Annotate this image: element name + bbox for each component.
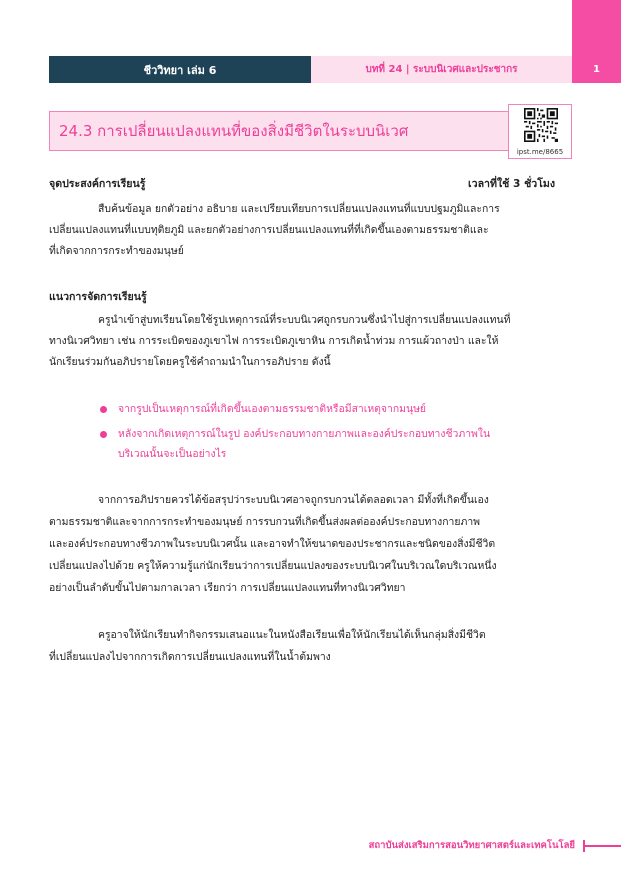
paragraph-line: ครูอาจให้นักเรียนทำกิจกรรมเสนอแนะในหนังสือเรียนเพื่อให้นักเรียนได้เห็นกลุ่มสิ่งมีชีวิต bbox=[98, 629, 486, 641]
footer-rule bbox=[583, 845, 621, 847]
chapter-title: บทที่ 24 | ระบบนิเวศและประชากร bbox=[311, 56, 572, 83]
question-item: จากรูปเป็นเหตุการณ์ที่เกิดขึ้นเองตามธรรมชาติหรือมีสาเหตุจากมนุษย์ bbox=[118, 403, 427, 415]
paragraph-line: อย่างเป็นลำดับขั้นไปตามกาลเวลา เรียกว่า การเปลี่ยนแปลงแทนที่ทางนิเวศวิทยา bbox=[49, 582, 406, 594]
objective-line: สืบค้นข้อมูล ยกตัวอย่าง อธิบาย และเปรียบเทียบการเปลี่ยนแปลงแทนที่แบบปฐมภูมิและการ bbox=[98, 203, 500, 215]
bullet-icon bbox=[100, 431, 107, 438]
objective-line: ที่เกิดจากการกระทำของมนุษย์ bbox=[49, 245, 184, 257]
objective-heading: จุดประสงค์การเรียนรู้ bbox=[49, 178, 146, 190]
paragraph-line: ที่เปลี่ยนแปลงไปจากการเกิดการเปลี่ยนแปลงแทนที่ในน้ำต้มพาง bbox=[49, 651, 331, 663]
paragraph-line: ตามธรรมชาติและจากการกระทำของมนุษย์ การรบกวนที่เกิดขึ้นส่งผลต่อองค์ประกอบทางกายภาพ bbox=[49, 516, 481, 528]
question-item-continued: บริเวณนั้นจะเป็นอย่างไร bbox=[118, 448, 227, 460]
objective-line: เปลี่ยนแปลงแทนที่แบบทุติยภูมิ และยกตัวอย่างการเปลี่ยนแปลงแทนที่ที่เกิดขึ้นเองตามธรรมชาติและ bbox=[49, 224, 489, 236]
section-title: 24.3 การเปลี่ยนแปลงแทนที่ของสิ่งมีชีวิตในระบบนิเวศ bbox=[59, 122, 409, 140]
section-title-box bbox=[49, 111, 511, 151]
paragraph-line: และองค์ประกอบทางชีวภาพในระบบนิเวศนั้น และอาจทำให้ขนาดของประชากรและชนิดของสิ่งมีชีวิต bbox=[49, 538, 496, 550]
time-required: เวลาที่ใช้ 3 ชั่วโมง bbox=[468, 178, 556, 190]
qr-url: ipst.me/8665 bbox=[516, 148, 564, 156]
approach-line: นักเรียนร่วมกันอภิปรายโดยครูใช้คำถามนำในการอภิปราย ดังนี้ bbox=[49, 356, 331, 368]
qr-code-icon bbox=[524, 108, 558, 142]
page-number: 1 bbox=[593, 64, 600, 75]
paragraph-line: จากการอภิปรายควรได้ข้อสรุปว่าระบบนิเวศอาจถูกรบกวนได้ตลอดเวลา มีทั้งที่เกิดขึ้นเอง bbox=[98, 494, 489, 506]
bullet-icon bbox=[100, 406, 107, 413]
paragraph-line: เปลี่ยนแปลงไปด้วย ครูให้ความรู้แก่นักเรียนว่าการเปลี่ยนแปลงของระบบนิเวศในบริเวณใดบริเวณหนึ่ง bbox=[49, 560, 497, 572]
footer-institute: สถาบันส่งเสริมการสอนวิทยาศาสตร์และเทคโนโลยี bbox=[368, 840, 575, 851]
question-item: หลังจากเกิดเหตุการณ์ในรูป องค์ประกอบทางกายภาพและองค์ประกอบทางชีวภาพใน bbox=[118, 428, 491, 440]
qr-code-box[interactable] bbox=[508, 104, 572, 159]
approach-heading: แนวการจัดการเรียนรู้ bbox=[49, 291, 147, 303]
book-title: ชีววิทยา เล่ม 6 bbox=[49, 56, 311, 83]
approach-line: ทางนิเวศวิทยา เช่น การระเบิดของภูเขาไฟ การระเบิดภูเขาหิน การเกิดน้ำท่วม การแผ้วถางป่า และให้ bbox=[49, 335, 499, 347]
approach-line: ครูนำเข้าสู่บทเรียนโดยใช้รูปเหตุการณ์ที่ระบบนิเวศถูกรบกวนซึ่งนำไปสู่การเปลี่ยนแปลงแทนที่ bbox=[98, 314, 511, 326]
